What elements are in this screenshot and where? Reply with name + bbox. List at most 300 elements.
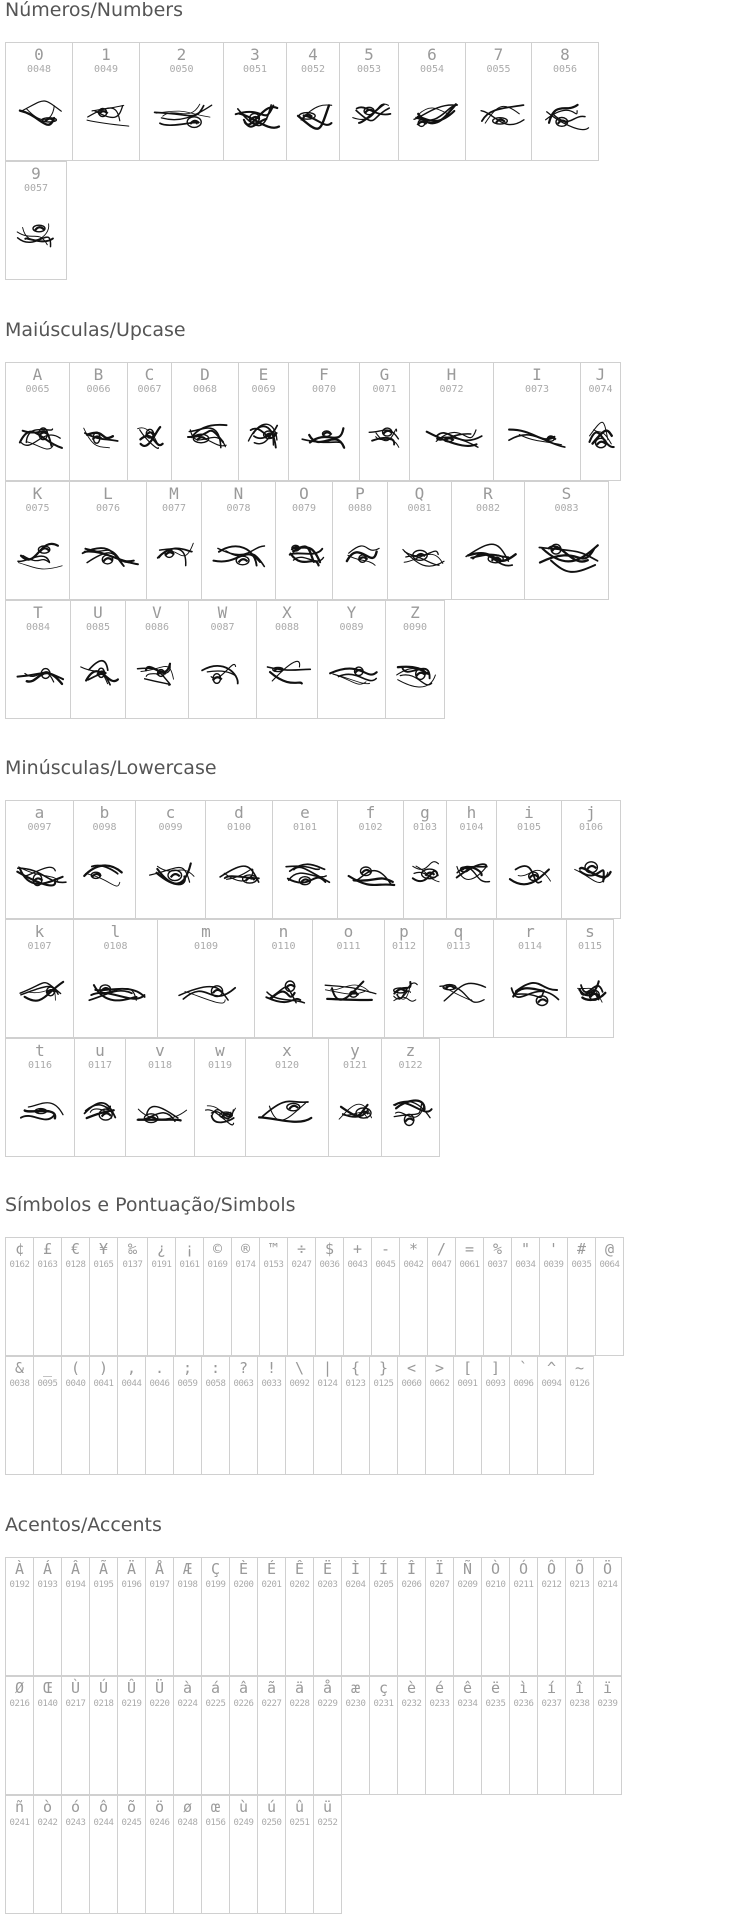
- glyph-character: p: [399, 922, 409, 941]
- glyph-code: 0234: [457, 1699, 478, 1709]
- glyph-cell[interactable]: [223, 42, 287, 161]
- section-title: Símbolos e Pontuação/Simbols: [5, 1194, 296, 1216]
- ornament-glyph-icon: [74, 851, 135, 896]
- glyph-character: x: [282, 1041, 292, 1060]
- glyph-cell[interactable]: [238, 362, 289, 481]
- glyph-cell[interactable]: [171, 362, 239, 481]
- glyph-cell[interactable]: [453, 1356, 482, 1475]
- glyph-cell[interactable]: [493, 362, 581, 481]
- glyph-code: 0249: [233, 1818, 254, 1828]
- glyph-code: 0119: [207, 1060, 233, 1071]
- glyph-character: Ü: [154, 1679, 165, 1697]
- glyph-cell[interactable]: [313, 1356, 342, 1475]
- glyph-character: C: [144, 365, 155, 384]
- glyph-cell[interactable]: [69, 362, 128, 481]
- glyph-cell[interactable]: [496, 800, 562, 919]
- glyph-cell[interactable]: [5, 362, 70, 481]
- glyph-cell[interactable]: [531, 42, 599, 161]
- glyph-cell[interactable]: [173, 1795, 202, 1914]
- glyph-cell[interactable]: [397, 1676, 426, 1795]
- glyph-cell[interactable]: [33, 1557, 62, 1676]
- glyph-code: 0050: [169, 64, 194, 75]
- glyph-code: 0102: [358, 822, 383, 833]
- glyph-code: 0163: [37, 1260, 58, 1270]
- glyph-cell[interactable]: [125, 600, 189, 719]
- glyph-row: [5, 1676, 621, 1794]
- glyph-cell[interactable]: [5, 1795, 34, 1914]
- glyph-cell[interactable]: [337, 800, 404, 919]
- glyph-cell[interactable]: [259, 1237, 288, 1356]
- glyph-cell[interactable]: [117, 1676, 146, 1795]
- glyph-code: 0238: [569, 1699, 590, 1709]
- glyph-code: 0118: [147, 1060, 173, 1071]
- glyph-cell[interactable]: [61, 1237, 90, 1356]
- glyph-cell[interactable]: [446, 800, 497, 919]
- glyph-cell[interactable]: [287, 1237, 316, 1356]
- glyph-character: A: [32, 365, 43, 384]
- glyph-code: 0233: [429, 1699, 450, 1709]
- glyph-character: Y: [346, 603, 357, 622]
- glyph-cell[interactable]: [89, 1795, 118, 1914]
- glyph-cell[interactable]: [425, 1557, 454, 1676]
- glyph-cell[interactable]: [229, 1795, 258, 1914]
- glyph-code: 0101: [292, 822, 318, 833]
- glyph-code: 0090: [402, 622, 428, 633]
- glyph-cell[interactable]: [509, 1356, 538, 1475]
- glyph-cell[interactable]: [285, 1795, 314, 1914]
- glyph-cell[interactable]: [117, 1237, 148, 1356]
- glyph-cell[interactable]: [313, 1676, 342, 1795]
- glyph-code: 0043: [347, 1260, 368, 1270]
- glyph-cell[interactable]: [509, 1557, 538, 1676]
- glyph-cell[interactable]: [201, 1795, 230, 1914]
- glyph-code: 0051: [242, 64, 268, 75]
- glyph-cell[interactable]: [145, 1795, 174, 1914]
- glyph-character: Ô: [546, 1560, 557, 1578]
- glyph-cell[interactable]: [203, 1237, 232, 1356]
- glyph-code: 0198: [177, 1580, 198, 1590]
- glyph-cell[interactable]: [201, 1676, 230, 1795]
- glyph-cell[interactable]: [201, 1356, 230, 1475]
- glyph-cell[interactable]: [369, 1356, 398, 1475]
- ornament-glyph-icon: [399, 93, 465, 138]
- glyph-cell[interactable]: [451, 481, 525, 600]
- ornament-glyph-icon: [71, 651, 125, 696]
- glyph-cell[interactable]: [481, 1676, 510, 1795]
- glyph-code: 0062: [429, 1379, 450, 1389]
- glyph-character: `: [518, 1359, 529, 1377]
- glyph-code: 0087: [210, 622, 235, 633]
- glyph-cell[interactable]: [286, 42, 340, 161]
- glyph-code: 0231: [373, 1699, 394, 1709]
- glyph-cell[interactable]: [539, 1237, 568, 1356]
- glyph-code: 0041: [93, 1379, 114, 1389]
- glyph-character: K: [32, 484, 43, 503]
- glyph-code: 0037: [487, 1260, 508, 1270]
- glyph-code: 0120: [274, 1060, 300, 1071]
- glyph-cell[interactable]: [89, 1356, 118, 1475]
- glyph-cell[interactable]: [493, 919, 567, 1038]
- glyph-cell[interactable]: [332, 481, 388, 600]
- glyph-character: 7: [493, 45, 504, 64]
- glyph-code: 0081: [407, 503, 432, 514]
- glyph-code: 0126: [569, 1379, 590, 1389]
- glyph-cell[interactable]: [73, 919, 158, 1038]
- glyph-code: 0192: [9, 1580, 30, 1590]
- ornament-glyph-icon: [273, 851, 337, 896]
- glyph-cell[interactable]: [385, 600, 445, 719]
- glyph-code: 0218: [93, 1699, 114, 1709]
- glyph-character: õ: [126, 1798, 137, 1816]
- glyph-code: 0210: [485, 1580, 506, 1590]
- glyph-cell[interactable]: [74, 1038, 126, 1157]
- glyph-cell[interactable]: [593, 1676, 622, 1795]
- glyph-character: k: [34, 922, 45, 941]
- glyph-cell[interactable]: [229, 1356, 258, 1475]
- glyph-cell[interactable]: [5, 1557, 34, 1676]
- glyph-cell[interactable]: [229, 1557, 258, 1676]
- glyph-cell[interactable]: [5, 481, 70, 600]
- glyph-character: ^: [546, 1359, 557, 1377]
- glyph-cell[interactable]: [425, 1356, 454, 1475]
- ornament-glyph-icon: [6, 413, 69, 458]
- glyph-code: 0059: [177, 1379, 198, 1389]
- glyph-cell[interactable]: [173, 1676, 202, 1795]
- glyph-cell[interactable]: [511, 1237, 540, 1356]
- glyph-character: Œ: [42, 1679, 53, 1697]
- glyph-cell[interactable]: [135, 800, 206, 919]
- glyph-cell[interactable]: [317, 600, 386, 719]
- glyph-code: 0202: [289, 1580, 310, 1590]
- glyph-cell[interactable]: [580, 362, 621, 481]
- glyph-cell[interactable]: [5, 800, 74, 919]
- glyph-character: !: [266, 1359, 277, 1377]
- glyph-row: [5, 42, 598, 160]
- glyph-character: (: [70, 1359, 81, 1377]
- glyph-cell[interactable]: [145, 1356, 174, 1475]
- glyph-character: ë: [490, 1679, 501, 1697]
- glyph-character: @: [604, 1240, 615, 1258]
- glyph-cell[interactable]: [272, 800, 338, 919]
- glyph-cell[interactable]: [453, 1676, 482, 1795]
- ornament-glyph-icon: [287, 93, 339, 138]
- section-title: Minúsculas/Lowercase: [5, 757, 217, 779]
- glyph-cell[interactable]: [313, 1557, 342, 1676]
- glyph-cell[interactable]: [455, 1237, 484, 1356]
- glyph-code: 0073: [524, 384, 550, 395]
- glyph-cell[interactable]: [147, 1237, 176, 1356]
- glyph-cell[interactable]: [537, 1356, 566, 1475]
- glyph-cell[interactable]: [369, 1557, 398, 1676]
- glyph-code: 0042: [403, 1260, 424, 1270]
- glyph-code: 0082: [475, 503, 501, 514]
- glyph-character: ": [520, 1240, 531, 1258]
- glyph-character: m: [201, 922, 211, 941]
- glyph-code: 0251: [289, 1818, 310, 1828]
- glyph-character: 6: [427, 45, 437, 64]
- glyph-code: 0216: [9, 1699, 30, 1709]
- glyph-cell[interactable]: [397, 1557, 426, 1676]
- glyph-character: X: [282, 603, 292, 622]
- glyph-cell[interactable]: [257, 1356, 286, 1475]
- glyph-code: 0096: [513, 1379, 534, 1389]
- glyph-cell[interactable]: [537, 1676, 566, 1795]
- ornament-glyph-icon: [382, 1089, 439, 1134]
- glyph-cell[interactable]: [285, 1676, 314, 1795]
- glyph-cell[interactable]: [483, 1237, 512, 1356]
- glyph-character: ‰: [127, 1240, 138, 1258]
- glyph-cell[interactable]: [423, 919, 494, 1038]
- glyph-cell[interactable]: [5, 42, 73, 161]
- glyph-code: 0229: [317, 1699, 338, 1709]
- glyph-cell[interactable]: [341, 1557, 370, 1676]
- glyph-cell[interactable]: [69, 481, 147, 600]
- glyph-cell[interactable]: [369, 1676, 398, 1795]
- glyph-code: 0203: [317, 1580, 338, 1590]
- ornament-glyph-icon: [318, 651, 385, 696]
- glyph-cell[interactable]: [565, 1356, 594, 1475]
- ornament-glyph-icon: [206, 851, 272, 896]
- glyph-cell[interactable]: [565, 1676, 594, 1795]
- glyph-cell[interactable]: [139, 42, 224, 161]
- glyph-cell[interactable]: [561, 800, 621, 919]
- glyph-code: 0205: [373, 1580, 394, 1590]
- glyph-character: }: [378, 1359, 389, 1377]
- glyph-cell[interactable]: [70, 600, 126, 719]
- glyph-cell[interactable]: [254, 919, 313, 1038]
- glyph-cell[interactable]: [343, 1237, 372, 1356]
- glyph-code: 0092: [289, 1379, 310, 1389]
- glyph-cell[interactable]: [359, 362, 410, 481]
- glyph-cell[interactable]: [481, 1356, 510, 1475]
- glyph-character: ú: [266, 1798, 277, 1816]
- glyph-cell[interactable]: [593, 1557, 622, 1676]
- glyph-cell[interactable]: [384, 919, 424, 1038]
- glyph-cell[interactable]: [257, 1795, 286, 1914]
- glyph-character: Õ: [574, 1560, 585, 1578]
- glyph-cell[interactable]: [89, 1557, 118, 1676]
- glyph-cell[interactable]: [5, 1038, 75, 1157]
- glyph-code: 0212: [541, 1580, 562, 1590]
- glyph-code: 0068: [192, 384, 218, 395]
- ornament-glyph-icon: [246, 1089, 328, 1134]
- glyph-character: y: [350, 1041, 360, 1060]
- ornament-glyph-icon: [73, 93, 139, 138]
- glyph-row: [5, 1356, 593, 1474]
- glyph-cell[interactable]: [188, 600, 257, 719]
- glyph-code: 0057: [23, 183, 49, 194]
- glyph-code: 0213: [569, 1580, 590, 1590]
- glyph-cell[interactable]: [409, 362, 494, 481]
- glyph-code: 0243: [65, 1818, 86, 1828]
- ornament-glyph-icon: [75, 1089, 125, 1134]
- glyph-cell[interactable]: [145, 1676, 174, 1795]
- ornament-glyph-icon: [255, 970, 312, 1015]
- glyph-code: 0076: [95, 503, 121, 514]
- glyph-code: 0094: [541, 1379, 562, 1389]
- ornament-glyph-icon: [6, 970, 73, 1015]
- glyph-cell[interactable]: [328, 1038, 382, 1157]
- glyph-character: z: [405, 1041, 416, 1060]
- glyph-cell[interactable]: [89, 1676, 118, 1795]
- glyph-cell[interactable]: [5, 600, 71, 719]
- glyph-cell[interactable]: [33, 1356, 62, 1475]
- glyph-cell[interactable]: [5, 1237, 34, 1356]
- glyph-cell[interactable]: [201, 1557, 230, 1676]
- glyph-cell[interactable]: [157, 919, 255, 1038]
- glyph-row: [5, 1557, 621, 1675]
- glyph-character: =: [464, 1240, 475, 1258]
- glyph-cell[interactable]: [73, 800, 136, 919]
- glyph-code: 0124: [317, 1379, 338, 1389]
- glyph-character: E: [258, 365, 269, 384]
- glyph-cell[interactable]: [5, 919, 74, 1038]
- glyph-cell[interactable]: [403, 800, 447, 919]
- glyph-character: È: [238, 1560, 249, 1578]
- glyph-character: ò: [42, 1798, 53, 1816]
- glyph-character: £: [42, 1240, 53, 1258]
- glyph-cell[interactable]: [175, 1237, 204, 1356]
- glyph-cell[interactable]: [565, 1557, 594, 1676]
- glyph-cell[interactable]: [381, 1038, 440, 1157]
- glyph-cell[interactable]: [465, 42, 532, 161]
- glyph-cell[interactable]: [89, 1237, 118, 1356]
- ornament-glyph-icon: [6, 93, 72, 138]
- glyph-cell[interactable]: [173, 1557, 202, 1676]
- glyph-cell[interactable]: [566, 919, 614, 1038]
- glyph-code: 0232: [401, 1699, 422, 1709]
- glyph-code: 0236: [513, 1699, 534, 1709]
- glyph-character: á: [210, 1679, 221, 1697]
- glyph-cell[interactable]: [425, 1676, 454, 1795]
- glyph-cell[interactable]: [194, 1038, 246, 1157]
- glyph-character: ì: [518, 1679, 529, 1697]
- glyph-cell[interactable]: [231, 1237, 260, 1356]
- glyph-cell[interactable]: [61, 1676, 90, 1795]
- glyph-cell[interactable]: [61, 1356, 90, 1475]
- glyph-character: ÷: [296, 1240, 307, 1258]
- glyph-cell[interactable]: [537, 1557, 566, 1676]
- ornament-glyph-icon: [158, 970, 254, 1015]
- glyph-code: 0108: [103, 941, 128, 952]
- glyph-code: 0220: [149, 1699, 170, 1709]
- glyph-cell[interactable]: [285, 1557, 314, 1676]
- glyph-cell[interactable]: [201, 481, 276, 600]
- glyph-code: 0046: [149, 1379, 170, 1389]
- glyph-cell[interactable]: [33, 1237, 62, 1356]
- glyph-code: 0033: [261, 1379, 282, 1389]
- glyph-character: è: [406, 1679, 417, 1697]
- glyph-cell[interactable]: [257, 1676, 286, 1795]
- glyph-code: 0086: [144, 622, 170, 633]
- ornament-glyph-icon: [289, 413, 359, 458]
- glyph-character: r: [525, 922, 535, 941]
- glyph-cell[interactable]: [315, 1237, 344, 1356]
- glyph-cell[interactable]: [117, 1557, 146, 1676]
- glyph-code: 0122: [398, 1060, 423, 1071]
- ornament-glyph-icon: [257, 651, 317, 696]
- glyph-cell[interactable]: [229, 1676, 258, 1795]
- glyph-cell[interactable]: [567, 1237, 596, 1356]
- glyph-character: Ë: [322, 1560, 333, 1578]
- glyph-cell[interactable]: [509, 1676, 538, 1795]
- glyph-cell[interactable]: [257, 1557, 286, 1676]
- glyph-code: 0227: [261, 1699, 282, 1709]
- glyph-character: Ø: [14, 1679, 25, 1697]
- glyph-character: ~: [574, 1359, 585, 1377]
- glyph-cell[interactable]: [371, 1237, 400, 1356]
- glyph-code: 0049: [93, 64, 119, 75]
- glyph-cell[interactable]: [285, 1356, 314, 1475]
- glyph-cell[interactable]: [387, 481, 452, 600]
- glyph-cell[interactable]: [595, 1237, 624, 1356]
- glyph-code: 0199: [205, 1580, 226, 1590]
- glyph-cell[interactable]: [72, 42, 140, 161]
- glyph-code: 0226: [233, 1699, 254, 1709]
- glyph-cell[interactable]: [117, 1795, 146, 1914]
- glyph-character: ?: [238, 1359, 249, 1377]
- glyph-cell[interactable]: [399, 1237, 428, 1356]
- ornament-glyph-icon: [140, 93, 223, 138]
- glyph-cell[interactable]: [341, 1356, 370, 1475]
- glyph-cell[interactable]: [127, 362, 172, 481]
- glyph-character: ): [98, 1359, 109, 1377]
- glyph-cell[interactable]: [427, 1237, 456, 1356]
- glyph-cell[interactable]: [312, 919, 385, 1038]
- glyph-cell[interactable]: [288, 362, 360, 481]
- glyph-cell[interactable]: [146, 481, 202, 600]
- glyph-cell[interactable]: [339, 42, 399, 161]
- glyph-cell[interactable]: [245, 1038, 329, 1157]
- glyph-cell[interactable]: [5, 1356, 34, 1475]
- ornament-glyph-icon: [276, 532, 332, 577]
- glyph-character: í: [546, 1679, 557, 1697]
- glyph-character: Z: [410, 603, 420, 622]
- glyph-code: 0110: [271, 941, 296, 952]
- glyph-cell[interactable]: [173, 1356, 202, 1475]
- glyph-cell[interactable]: [453, 1557, 482, 1676]
- glyph-cell[interactable]: [61, 1557, 90, 1676]
- glyph-cell[interactable]: [5, 161, 67, 280]
- glyph-cell[interactable]: [341, 1676, 370, 1795]
- glyph-character: _: [42, 1359, 53, 1377]
- glyph-cell[interactable]: [256, 600, 318, 719]
- glyph-cell[interactable]: [33, 1676, 62, 1795]
- glyph-cell[interactable]: [61, 1795, 90, 1914]
- glyph-code: 0116: [27, 1060, 53, 1071]
- glyph-cell[interactable]: [5, 1676, 34, 1795]
- glyph-cell[interactable]: [275, 481, 333, 600]
- glyph-character: Å: [154, 1560, 165, 1578]
- glyph-cell[interactable]: [398, 42, 466, 161]
- glyph-cell[interactable]: [205, 800, 273, 919]
- glyph-cell[interactable]: [524, 481, 609, 600]
- glyph-code: 0058: [205, 1379, 226, 1389]
- glyph-character: Ù: [70, 1679, 81, 1697]
- glyph-cell[interactable]: [117, 1356, 146, 1475]
- glyph-cell[interactable]: [125, 1038, 195, 1157]
- glyph-character: ™: [268, 1240, 279, 1258]
- glyph-cell[interactable]: [33, 1795, 62, 1914]
- glyph-code: 0105: [516, 822, 542, 833]
- glyph-cell[interactable]: [145, 1557, 174, 1676]
- glyph-code: 0047: [431, 1260, 452, 1270]
- glyph-cell[interactable]: [397, 1356, 426, 1475]
- glyph-cell[interactable]: [313, 1795, 342, 1914]
- glyph-character: ,: [126, 1359, 137, 1377]
- glyph-cell[interactable]: [481, 1557, 510, 1676]
- glyph-code: 0085: [85, 622, 111, 633]
